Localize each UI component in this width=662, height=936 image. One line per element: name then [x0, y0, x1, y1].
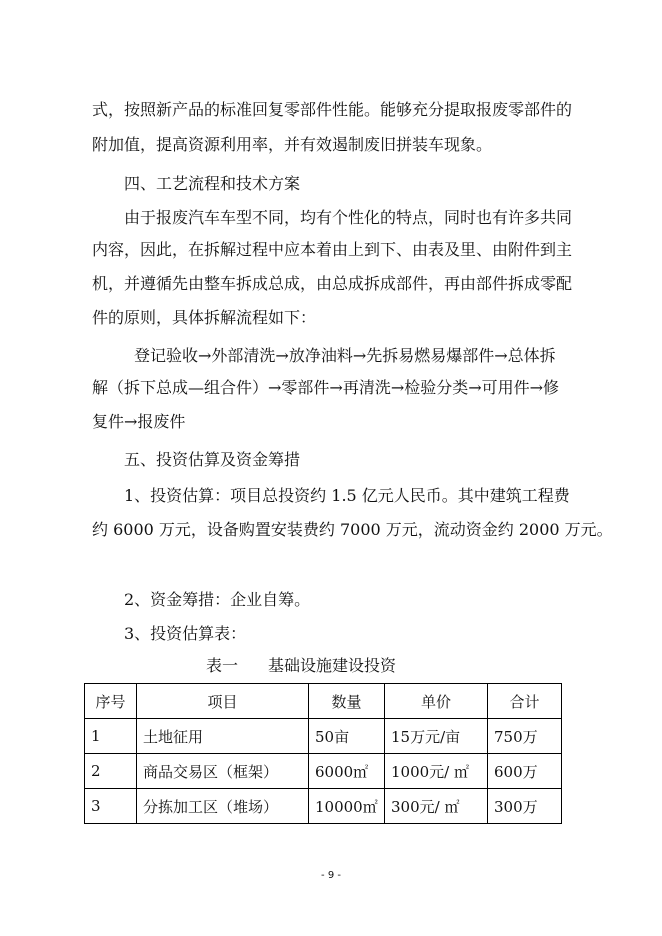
table-header-cell: 合计: [488, 684, 562, 719]
table-header-cell: 项目: [137, 684, 309, 719]
page-number: - 9 -: [321, 870, 341, 881]
table-row: [85, 789, 562, 824]
text-line: 附加值，提高资源利用率，并有效遏制废旧拼装车现象。: [92, 135, 493, 154]
process-flow-line: 登记验收→外部清洗→放净油料→先拆易燃易爆部件→总体拆: [134, 346, 556, 365]
text-line: 内容，因此，在拆解过程中应本着由上到下、由表及里、由附件到主: [92, 240, 573, 259]
process-flow-line: 解（拆下总成—组合件）→零部件→再清洗→检验分类→可用件→修: [92, 378, 560, 397]
text-line: 2、资金筹措：企业自筹。: [124, 590, 311, 609]
table-cell: 10000㎡: [309, 789, 385, 824]
table-cell: 300万: [488, 789, 562, 824]
table-cell: 分拣加工区（堆场）: [137, 789, 309, 824]
table-cell: 3: [85, 789, 137, 824]
investment-table: [84, 683, 562, 824]
table-cell: 1000元/ ㎡: [385, 754, 488, 789]
section-heading: 五、投资估算及资金筹措: [124, 450, 301, 469]
table-caption: [206, 656, 396, 676]
table-cell: 600万: [488, 754, 562, 789]
table-header-row: [85, 684, 562, 719]
text-line: 式，按照新产品的标准回复零部件性能。能够充分提取报废零部件的: [92, 100, 573, 119]
table-cell: 2: [85, 754, 137, 789]
text-line: 由于报废汽车车型不同，均有个性化的特点，同时也有许多共同: [124, 208, 573, 227]
table-header-cell: 单价: [385, 684, 488, 719]
table-cell: 750万: [488, 719, 562, 754]
table-cell: 50亩: [309, 719, 385, 754]
table-cell: 6000㎡: [309, 754, 385, 789]
table-cell: 300元/ ㎡: [385, 789, 488, 824]
table-caption-label: 表一: [206, 656, 239, 675]
text-line: 约 6000 万元，设备购置安装费约 7000 万元，流动资金约 2000 万元。: [92, 520, 613, 539]
table-row: [85, 719, 562, 754]
table-cell: 15万元/亩: [385, 719, 488, 754]
text-line: 机，并遵循先由整车拆成总成，由总成拆成部件，再由部件拆成零配: [92, 274, 573, 293]
table-row: [85, 754, 562, 789]
table-cell: 1: [85, 719, 137, 754]
process-flow-line: 复件→报废件: [92, 412, 186, 431]
table-cell: 土地征用: [137, 719, 309, 754]
text-line: 件的原则，具体拆解流程如下：: [92, 308, 317, 327]
table-header-cell: 序号: [85, 684, 137, 719]
text-line: 3、投资估算表：: [124, 624, 247, 643]
table-cell: 商品交易区（框架）: [137, 754, 309, 789]
text-line: 1、投资估算：项目总投资约 1.5 亿元人民币。其中建筑工程费: [124, 486, 570, 505]
table-caption-title: 基础设施建设投资: [268, 656, 397, 675]
table-header-cell: 数量: [309, 684, 385, 719]
section-heading: 四、工艺流程和技术方案: [124, 174, 301, 193]
